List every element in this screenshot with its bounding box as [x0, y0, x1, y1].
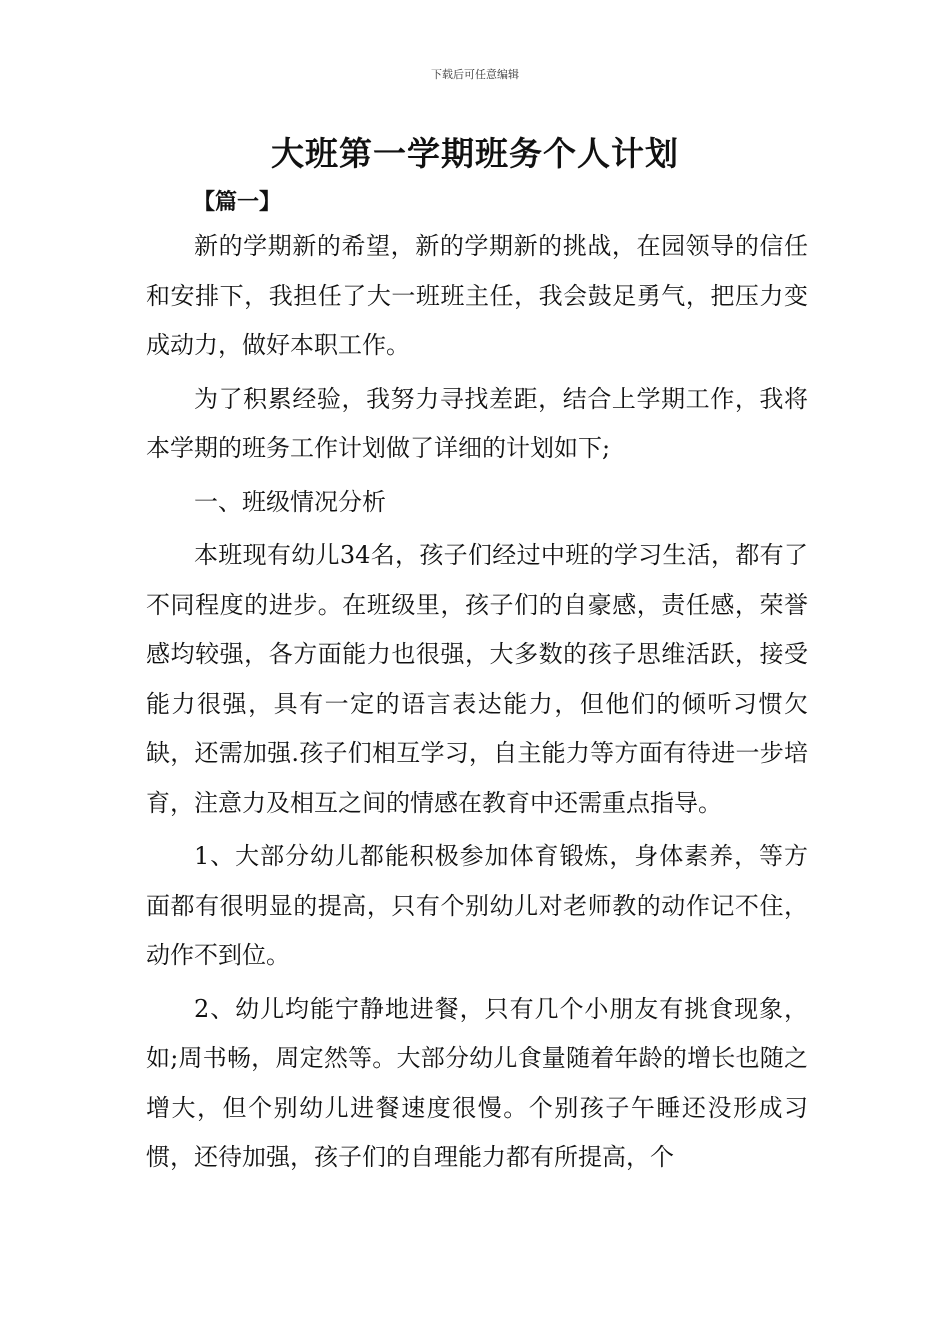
document-body [146, 222, 808, 1187]
paragraph: 新的学期新的希望，新的学期新的挑战，在园领导的信任和安排下，我担任了大一班班主任，我会鼓足勇气，把压力变成动力，做好本职工作。 [146, 232, 808, 359]
paragraph: 2、幼儿均能宁静地进餐，只有几个小朋友有挑食现象，如;周书畅，周定然等。大部分幼儿食量随着年龄的增长也随之增大，但个别幼儿进餐速度很慢。个别孩子午睡还没形成习惯，还待加强，孩子们的自理能力都有所提高，个 [146, 994, 808, 1171]
paragraph: 1、大部分幼儿都能积极参加体育锻炼，身体素养，等方面都有很明显的提高，只有个别幼儿对老师教的动作记不住，动作不到位。 [146, 842, 808, 969]
document-title: 大班第一学期班务个人计划 [271, 134, 679, 173]
section-marker: 【篇一】 [193, 189, 282, 215]
paragraph: 本班现有幼儿34名，孩子们经过中班的学习生活，都有了不同程度的进步。在班级里，孩子们的自豪感，责任感，荣誉感均较强，各方面能力也很强，大多数的孩子思维活跃，接受能力很强，具有一定的语言表达能力，但他们的倾听习惯欠缺，还需加强.孩子们相互学习，自主能力等方面有待进一步培育，注意力及相互之间的情感在教育中还需重点指导。 [146, 541, 808, 817]
section-heading: 一、班级情况分析 [194, 487, 386, 516]
paragraph: 为了积累经验，我努力寻找差距，结合上学期工作，我将本学期的班务工作计划做了详细的计划如下; [146, 384, 808, 462]
header-note: 下载后可任意编辑 [431, 68, 519, 81]
